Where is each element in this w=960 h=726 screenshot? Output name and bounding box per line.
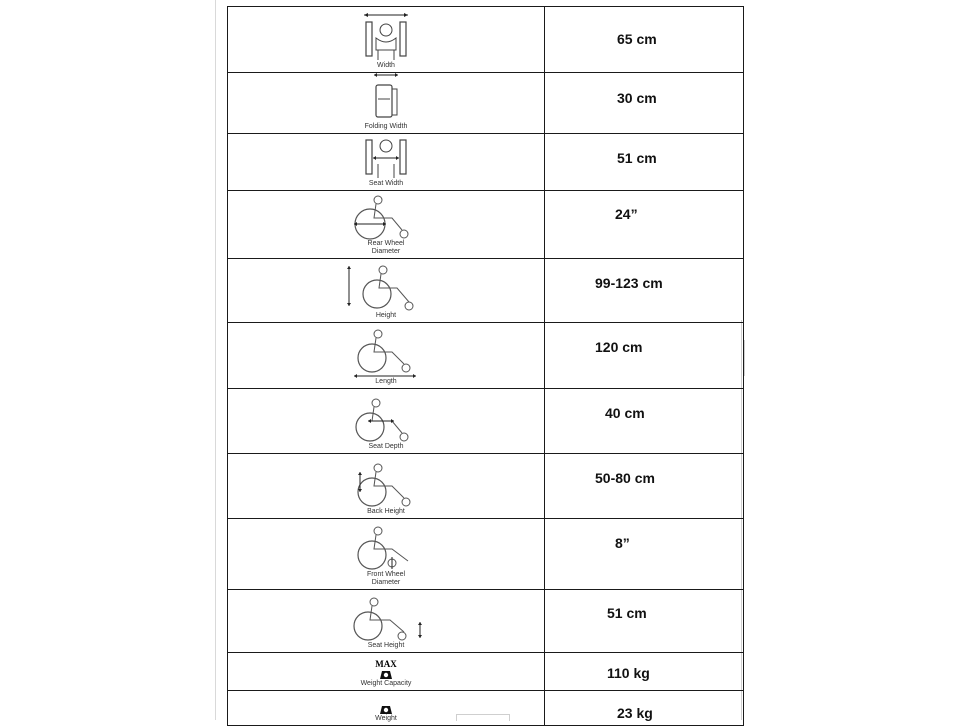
value-cell bbox=[545, 259, 744, 323]
spec-label: Height bbox=[375, 312, 397, 319]
rear-wheel-diameter-icon bbox=[346, 194, 426, 240]
spec-label: Seat Height bbox=[367, 642, 405, 649]
spec-table bbox=[227, 6, 744, 726]
table-row bbox=[228, 73, 744, 134]
front-wheel-diameter-icon bbox=[346, 525, 426, 571]
table-row bbox=[228, 691, 744, 726]
spec-label: Width bbox=[377, 62, 395, 69]
table-row bbox=[228, 519, 744, 590]
value-cell bbox=[545, 691, 744, 726]
table-row bbox=[228, 191, 744, 259]
icon-cell bbox=[228, 134, 545, 191]
table-row bbox=[228, 653, 744, 691]
spec-value: 65 cm bbox=[617, 31, 657, 47]
spec-value: 120 cm bbox=[595, 339, 643, 355]
spec-label: Weight Capacity bbox=[360, 680, 412, 687]
value-cell bbox=[545, 191, 744, 259]
spec-label: Folding Width bbox=[364, 123, 408, 130]
table-row bbox=[228, 259, 744, 323]
spec-value: 30 cm bbox=[617, 90, 657, 106]
spec-value: 23 kg bbox=[617, 705, 653, 721]
value-cell bbox=[545, 73, 744, 134]
max-label: MAX bbox=[375, 659, 397, 669]
spec-label: Weight bbox=[375, 715, 397, 722]
value-cell bbox=[545, 323, 744, 389]
icon-cell bbox=[228, 653, 545, 691]
spec-value: 8” bbox=[615, 535, 630, 551]
table-row bbox=[228, 590, 744, 653]
seat-depth-icon bbox=[346, 397, 426, 443]
icon-cell bbox=[228, 191, 545, 259]
spec-label: Seat Width bbox=[368, 180, 404, 187]
spec-label: Length bbox=[375, 378, 397, 385]
icon-cell bbox=[228, 454, 545, 519]
icon-cell bbox=[228, 389, 545, 454]
seat-height-icon bbox=[344, 596, 428, 642]
spec-value: 24” bbox=[615, 206, 638, 222]
value-cell bbox=[545, 454, 744, 519]
table-row bbox=[228, 7, 744, 73]
spec-value: 51 cm bbox=[617, 150, 657, 166]
weight-capacity-scale-icon bbox=[378, 669, 394, 680]
spec-label: Seat Depth bbox=[368, 443, 404, 450]
spec-label: Front Wheel Diameter bbox=[366, 571, 406, 586]
value-cell bbox=[545, 7, 744, 73]
spec-value: 40 cm bbox=[605, 405, 645, 421]
spec-value: 51 cm bbox=[607, 605, 647, 621]
icon-cell bbox=[228, 691, 545, 726]
icon-cell bbox=[228, 259, 545, 323]
value-cell bbox=[545, 134, 744, 191]
icon-cell bbox=[228, 519, 545, 590]
wheelchair-length-icon bbox=[346, 328, 426, 378]
page-break-marker bbox=[744, 340, 751, 376]
icon-cell bbox=[228, 7, 545, 73]
table-row bbox=[228, 454, 744, 519]
back-height-icon bbox=[346, 462, 426, 508]
table-row bbox=[228, 323, 744, 389]
wheelchair-front-width-icon bbox=[358, 12, 414, 62]
spec-value: 50-80 cm bbox=[595, 470, 655, 486]
spec-value: 99-123 cm bbox=[595, 275, 663, 291]
spec-label: Back Height bbox=[367, 508, 405, 515]
weight-scale-icon bbox=[378, 704, 394, 715]
table-row bbox=[228, 134, 744, 191]
table-row bbox=[228, 389, 744, 454]
wheelchair-seat-width-icon bbox=[358, 136, 414, 180]
spec-label: Rear Wheel Diameter bbox=[367, 240, 405, 255]
wheelchair-height-icon bbox=[343, 262, 429, 312]
icon-cell bbox=[228, 590, 545, 653]
value-cell bbox=[545, 389, 744, 454]
page-left-edge bbox=[215, 0, 216, 720]
value-cell bbox=[545, 653, 744, 691]
value-cell bbox=[545, 519, 744, 590]
icon-cell bbox=[228, 73, 545, 134]
value-cell bbox=[545, 590, 744, 653]
wheelchair-folded-icon bbox=[366, 73, 406, 123]
spec-value: 110 kg bbox=[607, 665, 650, 681]
icon-cell bbox=[228, 323, 545, 389]
